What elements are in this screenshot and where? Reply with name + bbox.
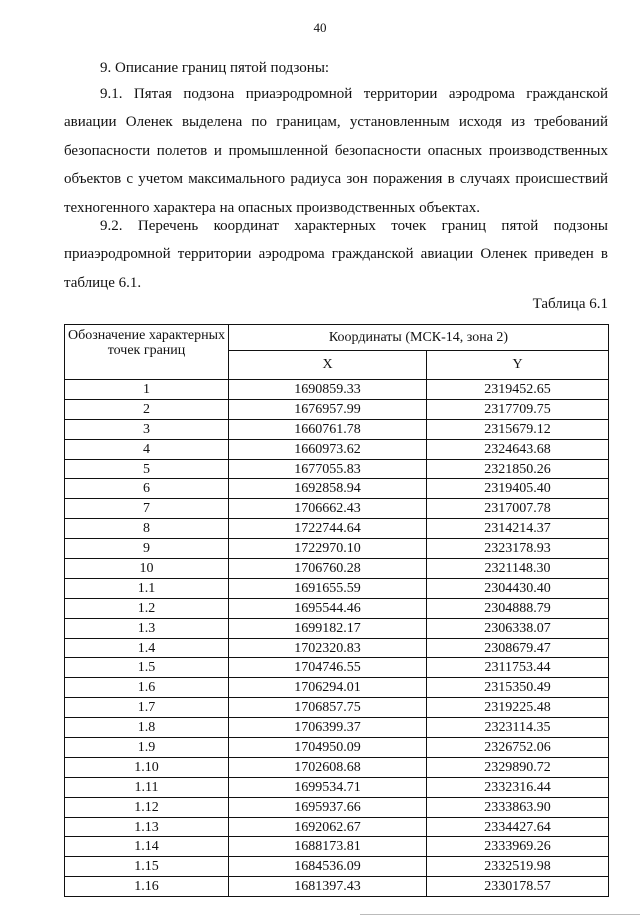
header-y: Y [427, 351, 609, 380]
cell-x: 1699182.17 [229, 618, 427, 638]
cell-point: 1.8 [65, 718, 229, 738]
cell-y: 2317007.78 [427, 499, 609, 519]
cell-y: 2323178.93 [427, 539, 609, 559]
table-row [65, 638, 609, 658]
cell-x: 1702320.83 [229, 638, 427, 658]
table-row [65, 380, 609, 400]
cell-point: 1.9 [65, 738, 229, 758]
cell-y: 2315350.49 [427, 678, 609, 698]
table-row [65, 539, 609, 559]
cell-point: 7 [65, 499, 229, 519]
cell-x: 1692062.67 [229, 817, 427, 837]
cell-x: 1695544.46 [229, 598, 427, 618]
cell-point: 1.15 [65, 857, 229, 877]
cell-x: 1684536.09 [229, 857, 427, 877]
cell-point: 1 [65, 380, 229, 400]
cell-y: 2308679.47 [427, 638, 609, 658]
cell-point: 6 [65, 479, 229, 499]
coordinates-table [64, 324, 609, 897]
table-row [65, 578, 609, 598]
cell-x: 1691655.59 [229, 578, 427, 598]
cell-y: 2304430.40 [427, 578, 609, 598]
cell-x: 1688173.81 [229, 837, 427, 857]
table-row [65, 877, 609, 897]
table-row [65, 419, 609, 439]
cell-x: 1681397.43 [229, 877, 427, 897]
cell-y: 2323114.35 [427, 718, 609, 738]
cell-x: 1676957.99 [229, 399, 427, 419]
cell-x: 1699534.71 [229, 777, 427, 797]
table-row [65, 519, 609, 539]
table-row [65, 559, 609, 579]
cell-point: 1.2 [65, 598, 229, 618]
header-coordinates: Координаты (МСК-14, зона 2) [229, 325, 609, 351]
cell-y: 2314214.37 [427, 519, 609, 539]
cell-y: 2321148.30 [427, 559, 609, 579]
table-row [65, 777, 609, 797]
cell-point: 1.7 [65, 698, 229, 718]
cell-point: 1.4 [65, 638, 229, 658]
table-row [65, 817, 609, 837]
table-row [65, 439, 609, 459]
cell-point: 10 [65, 559, 229, 579]
table-row [65, 837, 609, 857]
cell-y: 2330178.57 [427, 877, 609, 897]
cell-point: 1.12 [65, 797, 229, 817]
table-row [65, 718, 609, 738]
table-row [65, 479, 609, 499]
cell-point: 1.14 [65, 837, 229, 857]
cell-y: 2311753.44 [427, 658, 609, 678]
cell-x: 1677055.83 [229, 459, 427, 479]
cell-point: 1.10 [65, 757, 229, 777]
cell-y: 2332519.98 [427, 857, 609, 877]
table-row [65, 678, 609, 698]
table-row [65, 658, 609, 678]
cell-point: 9 [65, 539, 229, 559]
cell-y: 2319452.65 [427, 380, 609, 400]
paragraph-9-1: 9.1. Пятая подзона приаэродромной территории аэродрома гражданской авиации Оленек выделена по границам, установленным исходя из требований безопасности полетов и промышленной безопасности опасных производственных объектов с учетом максимального радиуса зон поражения в случаях происшествий техногенного характера на опасных производственных объектах. [64, 86, 608, 216]
cell-y: 2332316.44 [427, 777, 609, 797]
cell-point: 1.5 [65, 658, 229, 678]
cell-x: 1690859.33 [229, 380, 427, 400]
table-row [65, 459, 609, 479]
cell-point: 4 [65, 439, 229, 459]
cell-y: 2321850.26 [427, 459, 609, 479]
cell-x: 1722970.10 [229, 539, 427, 559]
cell-point: 8 [65, 519, 229, 539]
cell-y: 2334427.64 [427, 817, 609, 837]
cell-y: 2317709.75 [427, 399, 609, 419]
table-row [65, 757, 609, 777]
cell-x: 1660761.78 [229, 419, 427, 439]
table-row [65, 598, 609, 618]
cell-x: 1706662.43 [229, 499, 427, 519]
cell-y: 2333863.90 [427, 797, 609, 817]
cell-x: 1692858.94 [229, 479, 427, 499]
table-body [65, 380, 609, 897]
table-row [65, 857, 609, 877]
cell-x: 1695937.66 [229, 797, 427, 817]
cell-x: 1704746.55 [229, 658, 427, 678]
table-row [65, 499, 609, 519]
cell-point: 1.1 [65, 578, 229, 598]
header-x: X [229, 351, 427, 380]
table-row [65, 618, 609, 638]
page-number: 40 [313, 20, 327, 35]
cell-y: 2315679.12 [427, 419, 609, 439]
cell-y: 2306338.07 [427, 618, 609, 638]
cell-x: 1706760.28 [229, 559, 427, 579]
cell-y: 2319225.48 [427, 698, 609, 718]
cell-y: 2329890.72 [427, 757, 609, 777]
cell-point: 1.13 [65, 817, 229, 837]
cell-y: 2319405.40 [427, 479, 609, 499]
cell-x: 1722744.64 [229, 519, 427, 539]
section-heading: 9. Описание границ пятой подзоны: [100, 60, 330, 76]
cell-x: 1702608.68 [229, 757, 427, 777]
cell-x: 1706294.01 [229, 678, 427, 698]
cell-point: 1.16 [65, 877, 229, 897]
cell-x: 1704950.09 [229, 738, 427, 758]
cell-point: 3 [65, 419, 229, 439]
table-row [65, 399, 609, 419]
bottom-rule [360, 914, 640, 915]
cell-y: 2326752.06 [427, 738, 609, 758]
cell-point: 1.6 [65, 678, 229, 698]
table-row [65, 797, 609, 817]
paragraph-9-2: 9.2. Перечень координат характерных точек границ пятой подзоны приаэродромной территории аэродрома гражданской авиации Оленек приведен в таблице 6.1. [64, 218, 608, 291]
cell-point: 1.3 [65, 618, 229, 638]
cell-x: 1660973.62 [229, 439, 427, 459]
header-point-designation: Обозначение характерных точек границ [65, 325, 229, 380]
table-row [65, 738, 609, 758]
cell-point: 2 [65, 399, 229, 419]
cell-y: 2324643.68 [427, 439, 609, 459]
cell-point: 1.11 [65, 777, 229, 797]
cell-point: 5 [65, 459, 229, 479]
cell-x: 1706857.75 [229, 698, 427, 718]
cell-y: 2333969.26 [427, 837, 609, 857]
table-row [65, 698, 609, 718]
cell-y: 2304888.79 [427, 598, 609, 618]
cell-x: 1706399.37 [229, 718, 427, 738]
table-caption: Таблица 6.1 [532, 296, 608, 312]
